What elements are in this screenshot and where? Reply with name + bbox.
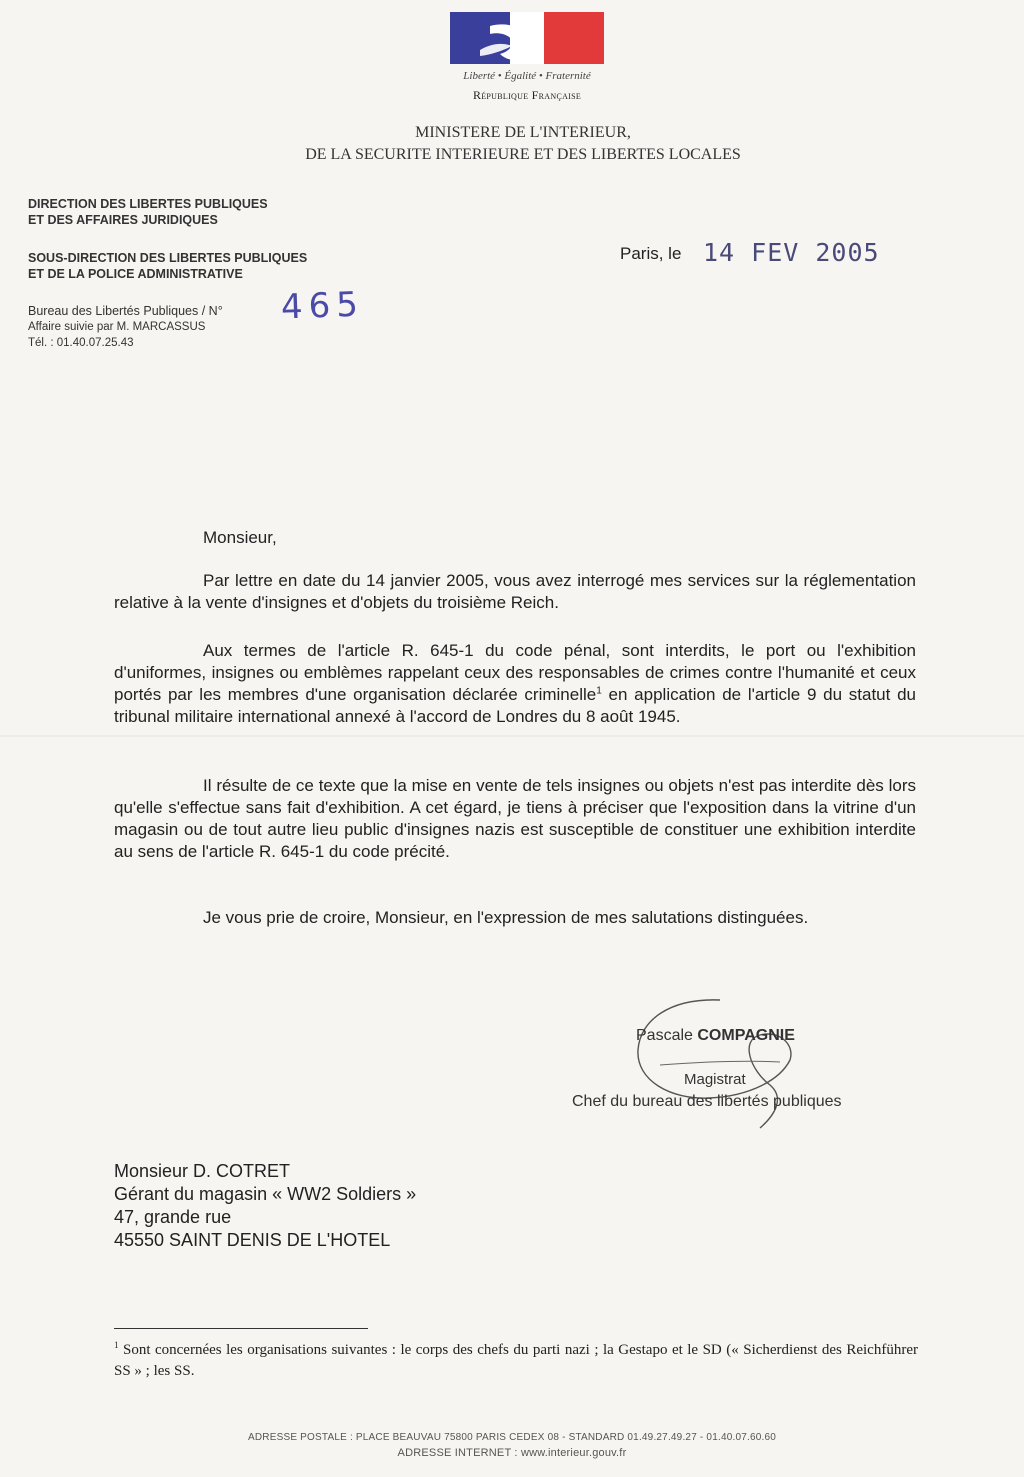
republic-name: République Française bbox=[472, 88, 582, 102]
recipient-line-3: 47, grande rue bbox=[114, 1207, 232, 1227]
subdirection-block bbox=[28, 250, 307, 282]
footer-postal-address: ADRESSE POSTALE : PLACE BEAUVAU 75800 PARIS CEDEX 08 - STANDARD 01.49.27.49.27 - 01.40.07.60.60 bbox=[248, 1432, 776, 1443]
handwritten-signature bbox=[600, 990, 830, 1140]
salutation: Monsieur, bbox=[203, 528, 277, 547]
footer-internet-address: ADRESSE INTERNET : www.interieur.gouv.fr bbox=[397, 1447, 627, 1459]
recipient-line-4: 45550 SAINT DENIS DE L'HOTEL bbox=[114, 1230, 391, 1250]
signatory-role: Chef du bureau des libertés publiques bbox=[572, 1093, 842, 1110]
ministry-line-1: MINISTERE DE L'INTERIEUR, bbox=[415, 124, 631, 141]
republique-francaise-logo bbox=[450, 12, 604, 64]
handwritten-ref-number: 465 bbox=[280, 284, 365, 328]
footnote-divider bbox=[114, 1328, 368, 1329]
ministry-line-2: DE LA SECURITE INTERIEURE ET DES LIBERTES LOCALES bbox=[305, 146, 741, 163]
footnote bbox=[114, 1340, 918, 1382]
signatory-first-name: Pascale bbox=[636, 1027, 693, 1044]
paragraph-2-part-a: Aux termes de l'article R. 645-1 du code pénal, sont interdits, le port ou l'exhibition d'uniformes, insignes ou emblèmes rappelant ceux des responsables de crimes contre l'humanité et ceux portés par les membres d'une organisation déclarée criminelle bbox=[114, 641, 916, 704]
subdirection-line-1: SOUS-DIRECTION DES LIBERTES PUBLIQUES bbox=[28, 251, 308, 265]
footnote-ref: 1 bbox=[596, 685, 602, 697]
recipient-line-1: Monsieur D. COTRET bbox=[114, 1161, 291, 1181]
footnote-text: Sont concernées les organisations suivantes : le corps des chefs du parti nazi ; la Gestapo et le SD (« Sicherdienst des Reichführer SS » ; les SS. bbox=[114, 1342, 918, 1379]
direction-block bbox=[28, 196, 268, 228]
motto: Liberté • Égalité • Fraternité bbox=[463, 70, 591, 82]
bureau-line: Bureau des Libertés Publiques / N° bbox=[28, 304, 223, 318]
direction-line-1: DIRECTION DES LIBERTES PUBLIQUES bbox=[28, 197, 268, 211]
closing-formula: Je vous prie de croire, Monsieur, en l'expression de mes salutations distinguées. bbox=[203, 908, 809, 927]
footnote-marker: 1 bbox=[114, 1340, 119, 1350]
date-prefix: Paris, le bbox=[620, 244, 682, 263]
paragraph-1: Par lettre en date du 14 janvier 2005, vous avez interrogé mes services sur la réglementation relative à la vente d'insignes et d'objets du troisième Reich. bbox=[114, 571, 916, 612]
followed-by: Affaire suivie par M. MARCASSUS bbox=[28, 321, 206, 333]
recipient-address bbox=[114, 1160, 416, 1252]
date-stamp: 14 FEV 2005 bbox=[703, 238, 880, 267]
phone-number: Tél. : 01.40.07.25.43 bbox=[28, 337, 134, 349]
signatory-title: Magistrat bbox=[684, 1071, 746, 1088]
direction-line-2: ET DES AFFAIRES JURIDIQUES bbox=[28, 213, 218, 227]
paragraph-3: Il résulte de ce texte que la mise en vente de tels insignes ou objets n'est pas interdite dès lors qu'elle s'effectue sans fait d'exhibition. A cet égard, je tiens à préciser que l'exposition dans la vitrine d'un magasin ou de tout autre lieu public d'insignes nazis est susceptible de constituer une exhibition interdite au sens de l'article R. 645-1 du code précité. bbox=[114, 776, 916, 861]
subdirection-line-2: ET DE LA POLICE ADMINISTRATIVE bbox=[28, 267, 243, 281]
paragraph-2-part-b: en application de l'article 9 du statut du tribunal militaire international annexé à l'accord de Londres du 8 août 1945. bbox=[114, 685, 916, 726]
signatory-name bbox=[636, 1027, 795, 1045]
ministry-heading bbox=[250, 122, 796, 166]
bureau-block bbox=[28, 303, 223, 351]
paper-fold-line bbox=[0, 735, 1024, 737]
paragraph-2 bbox=[114, 640, 916, 728]
recipient-line-2: Gérant du magasin « WW2 Soldiers » bbox=[114, 1184, 417, 1204]
signatory-last-name: COMPAGNIE bbox=[697, 1027, 795, 1044]
